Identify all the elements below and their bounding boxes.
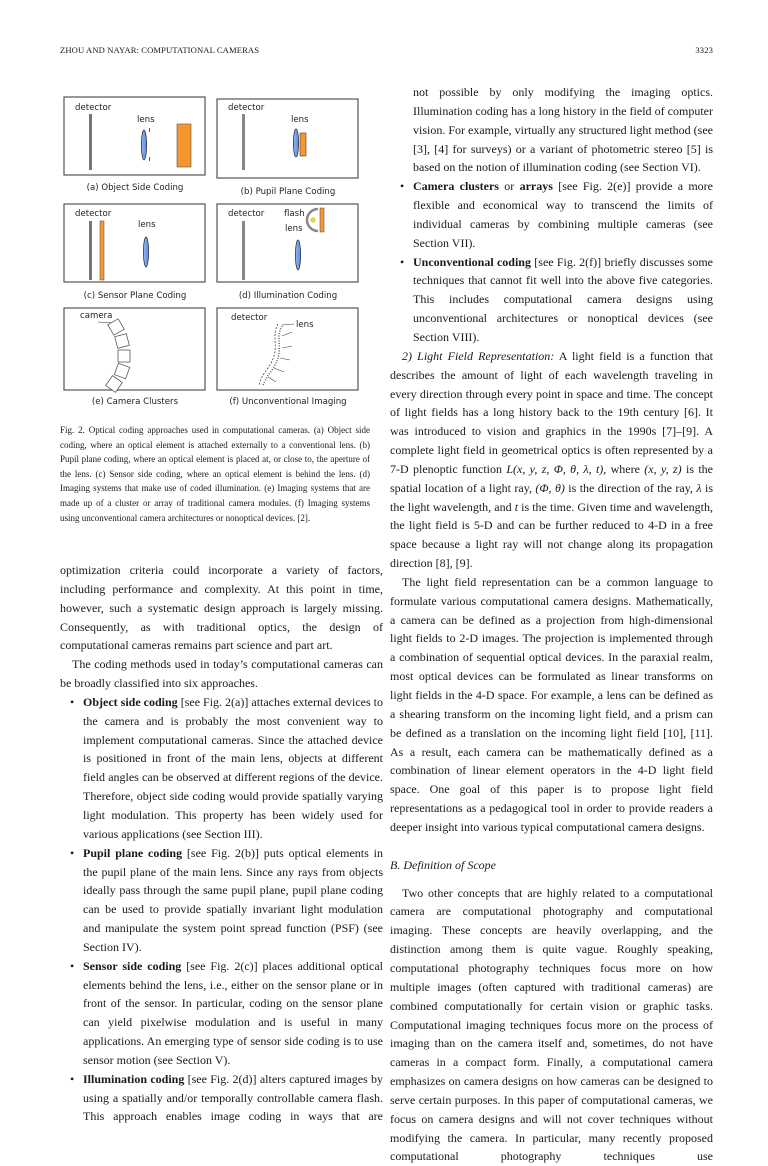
detector-icon [242, 114, 245, 170]
lens-label: lens [291, 115, 309, 125]
detector-icon [89, 114, 92, 170]
text-run: not possible by only modifying the imaging optics. Illumination coding has a long history in the field of computer vision. For example, virtually any structured light method (see [3], [4] for surveys) or a variant of photometric stereo [5] is based on the notion of illumination coding (see Section VI). [413, 85, 713, 175]
lens-icon [295, 240, 300, 270]
panel-c-caption: (c) Sensor Plane Coding [83, 291, 187, 301]
lens-icon [293, 129, 298, 157]
curved-detector-icon [259, 324, 278, 386]
italic-text: 2) Light Field Representation: [402, 348, 555, 363]
optical-element-icon [100, 221, 104, 280]
panel-a-caption: (a) Object Side Coding [86, 183, 184, 193]
text-run: or [498, 179, 520, 194]
bullet-item [60, 844, 383, 957]
flash-label: flash [284, 209, 305, 219]
italic-text: λ [696, 480, 702, 495]
camera-label: camera [80, 311, 113, 321]
text-run: is the light wavelength, and [390, 480, 713, 514]
bullet-item [60, 957, 383, 1070]
panel-d-illumination-coding [217, 204, 358, 282]
text-run: is the spatial location of a light ray, [390, 461, 713, 495]
detector-icon [89, 221, 92, 280]
bold-term: Pupil plane coding [83, 845, 183, 860]
left-column [60, 561, 383, 1126]
detector-label: detector [231, 313, 268, 323]
page-number: 3323 [695, 45, 713, 55]
bullet-item [390, 177, 713, 252]
flash-bulb-icon [311, 218, 315, 222]
italic-text: (Φ, θ) [535, 480, 565, 495]
detector-label: detector [228, 103, 265, 113]
right-column [390, 83, 713, 1166]
panel-c-sensor-plane-coding [64, 204, 205, 282]
detector-label: detector [75, 103, 112, 113]
detector-label: detector [228, 209, 265, 219]
section-heading [390, 856, 713, 875]
running-header: ZHOU AND NAYAR: COMPUTATIONAL CAMERAS [60, 45, 260, 55]
paragraph [60, 655, 383, 693]
italic-text: L(x, y, z, Φ, θ, λ, t) [506, 461, 604, 476]
lens-label: lens [296, 320, 314, 330]
detector-icon [242, 221, 245, 280]
panel-a-object-side-coding [64, 97, 205, 175]
text-run: [see Fig. 2(e)] provide a more flexible and economical way to transcend the limits of individual cameras by combining multiple cameras (see Section VII). [413, 179, 714, 250]
lens-icon [143, 237, 148, 267]
panel-d-caption: (d) Illumination Coding [238, 291, 338, 301]
bullet-item [60, 1070, 383, 1127]
italic-text: (x, y, z) [644, 461, 682, 476]
text-run: , where [603, 461, 645, 476]
text-run: optimization criteria could incorporate a variety of factors, including performance and complexity. At this point in time, however, such a systematic design approach is largely missing. Consequently, as with traditional optics, the design of computational cameras remains part science and part art. [60, 563, 383, 653]
optical-element-icon [177, 124, 191, 167]
bold-term: Unconventional coding [413, 254, 531, 269]
text-run: Two other concepts that are highly related to a computational camera are computational photography and computational imaging. These concepts are heavily overlapping, and the distinction among them is quite vague. Roughly speaking, computational photography techniques focus more on how multiple images (often captured with traditional cameras) are combined computationally for certain vision or graphic tasks. Computational imaging techniques focus more on the process of imaging than on the camera itself and, sometimes, do not have cameras in a compact form. Finally, a computational camera emphasizes on camera designs on how cameras can be designed to serve certain purposes. In this paper of computational cameras, we focus on camera designs and will not cover techniques without modifying the camera. In particular, many recently proposed computational photography techniques use [390, 885, 713, 1164]
bold-term: Sensor side coding [83, 958, 182, 973]
text-run: [see Fig. 2(c)] places additional optical elements behind the lens, i.e., either on the sensor plane or in front of the sensor. In particular, coding on the sensor plane can yield pixelwise modulation and is useful in many applications. An emerging type of sensor side coding is to use sensor motion (see Section V). [83, 958, 383, 1067]
text-run: [see Fig. 2(b)] puts optical elements in the pupil plane of the main lens. Since any rays from objects ideally pass through the same pupil plane, pupil plane coding can be used to provide spatially invariant light modulation and manipulate the system point spread function (PSF) (see Section IV). [83, 845, 383, 954]
lens-array-icon [263, 326, 282, 386]
detector-label: detector [75, 209, 112, 219]
figure-2-optical-coding-diagram [60, 88, 370, 408]
lens-label: lens [137, 115, 155, 125]
paragraph [390, 347, 713, 573]
panel-b-caption: (b) Pupil Plane Coding [240, 187, 336, 197]
panel-e-caption: (e) Camera Clusters [91, 397, 179, 407]
lens-icon [141, 130, 146, 160]
panel-f-caption: (f) Unconventional Imaging [229, 397, 347, 407]
paragraph [390, 573, 713, 837]
text-run: [see Fig. 2(d)] alters captured images by using a spatially and/or temporally controllable camera flash. This approach enables image coding in ways that are [83, 1071, 383, 1124]
bullet-item [390, 83, 713, 177]
text-run: The coding methods used in today’s computational cameras can be broadly classified into six approaches. [60, 657, 383, 691]
text-run: A light field is a function that describes the amount of light of each wavelength traveling in every direction through every point in space and time. The concept of light fields has a long history back to the 19th century [6]. It was introduced to vision and graphics in the 1990s [7]–[9]. A complete light field in geometrical optics is often represented by a 7-D plenoptic function [390, 348, 713, 476]
italic-text: t [514, 499, 519, 514]
paragraph [390, 884, 713, 1166]
text-run: is the direction of the ray, [564, 480, 697, 495]
optical-element-icon [320, 208, 324, 232]
text-run: [see Fig. 2(f)] briefly discusses some techniques that cannot fit well into the above five categories. This includes computational camera designs using unconventional architectures or nonoptical devices (see Section VIII). [413, 254, 714, 344]
text-run: The light field representation can be a common language to formulate various computational camera designs. Mathematically, a camera can be defined as a projection from high-dimensional light fields to 2-D images. The projection is implemented through a combination of sequential optical devices. In the paraxial realm, most optical devices can be formulated as linear transforms on light fields in the 4-D space. For example, a lens can be defined as a shearing transform on the incoming light field, and a prism can be defined as a translation on the incoming light field [10], [11]. As a result, each camera can be mathematically defined as a combination of linear element operators in the 4-D light field space. One goal of this paper is to propose light field representations as a pedagogical tool in order to provide readers a deeper insight into various typical computational camera designs. [390, 574, 713, 834]
panel-f-unconventional-imaging [217, 308, 358, 390]
text-run: B. Definition of Scope [390, 857, 496, 872]
bold-term: Illumination coding [83, 1071, 185, 1086]
text-run: [see Fig. 2(a)] attaches external devices to the camera and is probably the most convenient way to implement computational cameras. Since the attached device is positioned in front of the main lens, objects at different field angles can be observed at different regions of the device. Therefore, object side coding would provide spatially varying light modulation. This property has been widely used for various applications (see Section III). [83, 694, 383, 841]
bullet-item [60, 693, 383, 844]
bullet-item [390, 253, 713, 347]
lens-label: lens [138, 220, 156, 230]
panel-e-camera-clusters [64, 308, 205, 392]
panel-b-pupil-plane-coding [217, 99, 358, 178]
camera-module-icons [106, 319, 130, 393]
paragraph [60, 561, 383, 655]
optical-element-icon [300, 133, 306, 156]
figure-caption: Fig. 2. Optical coding approaches used in computational cameras. (a) Object side coding, where an optical element is attached externally to a conventional lens. (b) Pupil plane coding, where an optical element is placed at, or close to, the aperture of the lens. (c) Sensor side coding, where an optical element is behind the lens. (d) Imaging systems that make use of coded illumination. (e) Imaging systems that are made up of a cluster or array of traditional camera modules. (f) Imaging systems using unconventional camera architectures or nonoptical devices. [2]. [60, 425, 370, 523]
bold-term: Camera clusters [413, 179, 499, 194]
text-run: is the time. Given time and wavelength, the light field is 5-D and can be further reduced to 4-D in a free space because a light ray will not change along its propagation direction [8], [9]. [390, 499, 713, 571]
lens-label: lens [285, 224, 303, 234]
bold-term: Object side coding [83, 694, 178, 709]
bold-term: arrays [519, 179, 553, 194]
